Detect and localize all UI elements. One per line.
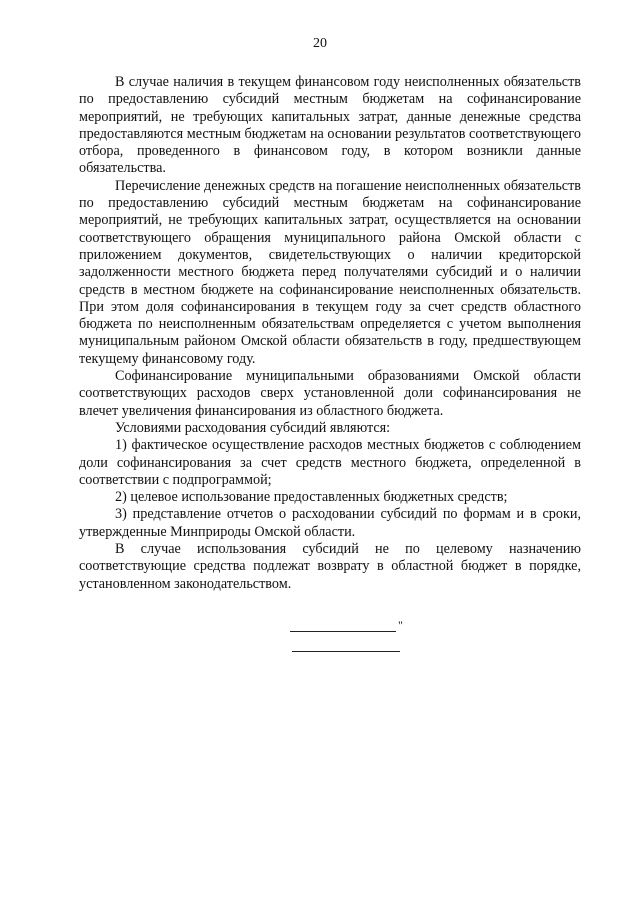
page-number: 20 (313, 36, 327, 51)
paragraph-misuse-return: В случае использования субсидий не по целевому назначению соответствующие средства подлежат возврату в областной бюджет в порядке, установленном законодательством. (79, 541, 581, 592)
condition-item-3: 3) представление отчетов о расходовании субсидий по формам и в сроки, утвержденные Минприроды Омской области. (79, 506, 581, 540)
end-rule-top (290, 631, 396, 632)
paragraph-conditions-intro: Условиями расходования субсидий являются: (115, 419, 391, 436)
paragraph-funds-transfer: Перечисление денежных средств на погашение неисполненных обязательств по предоставлению субсидий местным бюджетам на софинансирование мероприятий, не требующих капитальных затрат, осуществляется на основании соответствующего обращения муниципального района Омской области с приложением документов, свидетельствующих о наличии кредиторской задолженности местного бюджета перед получателями субсидий и о наличии средств в местном бюджете на софинансирование неисполненных обязательств. При этом доля софинансирования в текущем году за счет средств областного бюджета по неисполненным обязательствам определяется с учетом выполнения муниципальным районом Омской области обязательств в году, предшествующем текущему финансовому году. (79, 177, 581, 367)
closing-quote-mark: " (398, 618, 403, 632)
paragraph-cofinancing: Софинансирование муниципальными образованиями Омской области соответствующих расходов сверх установленной доли софинансирования не влечет увеличения финансирования из областного бюджета. (79, 368, 581, 419)
condition-item-1: 1) фактическое осуществление расходов местных бюджетов с соблюдением доли софинансирования за счет средств местного бюджета, определенной в соответствии с подпрограммой; (79, 437, 581, 488)
paragraph-unfulfilled-obligations: В случае наличия в текущем финансовом году неисполненных обязательств по предоставлению субсидий местным бюджетам на софинансирование мероприятий, не требующих капитальных затрат, данные денежные средства предоставляются местным бюджетам на основании результатов соответствующего отбора, проведенного в финансовом году, в котором возникли данные обязательства. (79, 74, 581, 177)
condition-item-2: 2) целевое использование предоставленных бюджетных средств; (115, 489, 508, 506)
document-body (79, 74, 581, 593)
end-rule-bottom (292, 651, 400, 652)
